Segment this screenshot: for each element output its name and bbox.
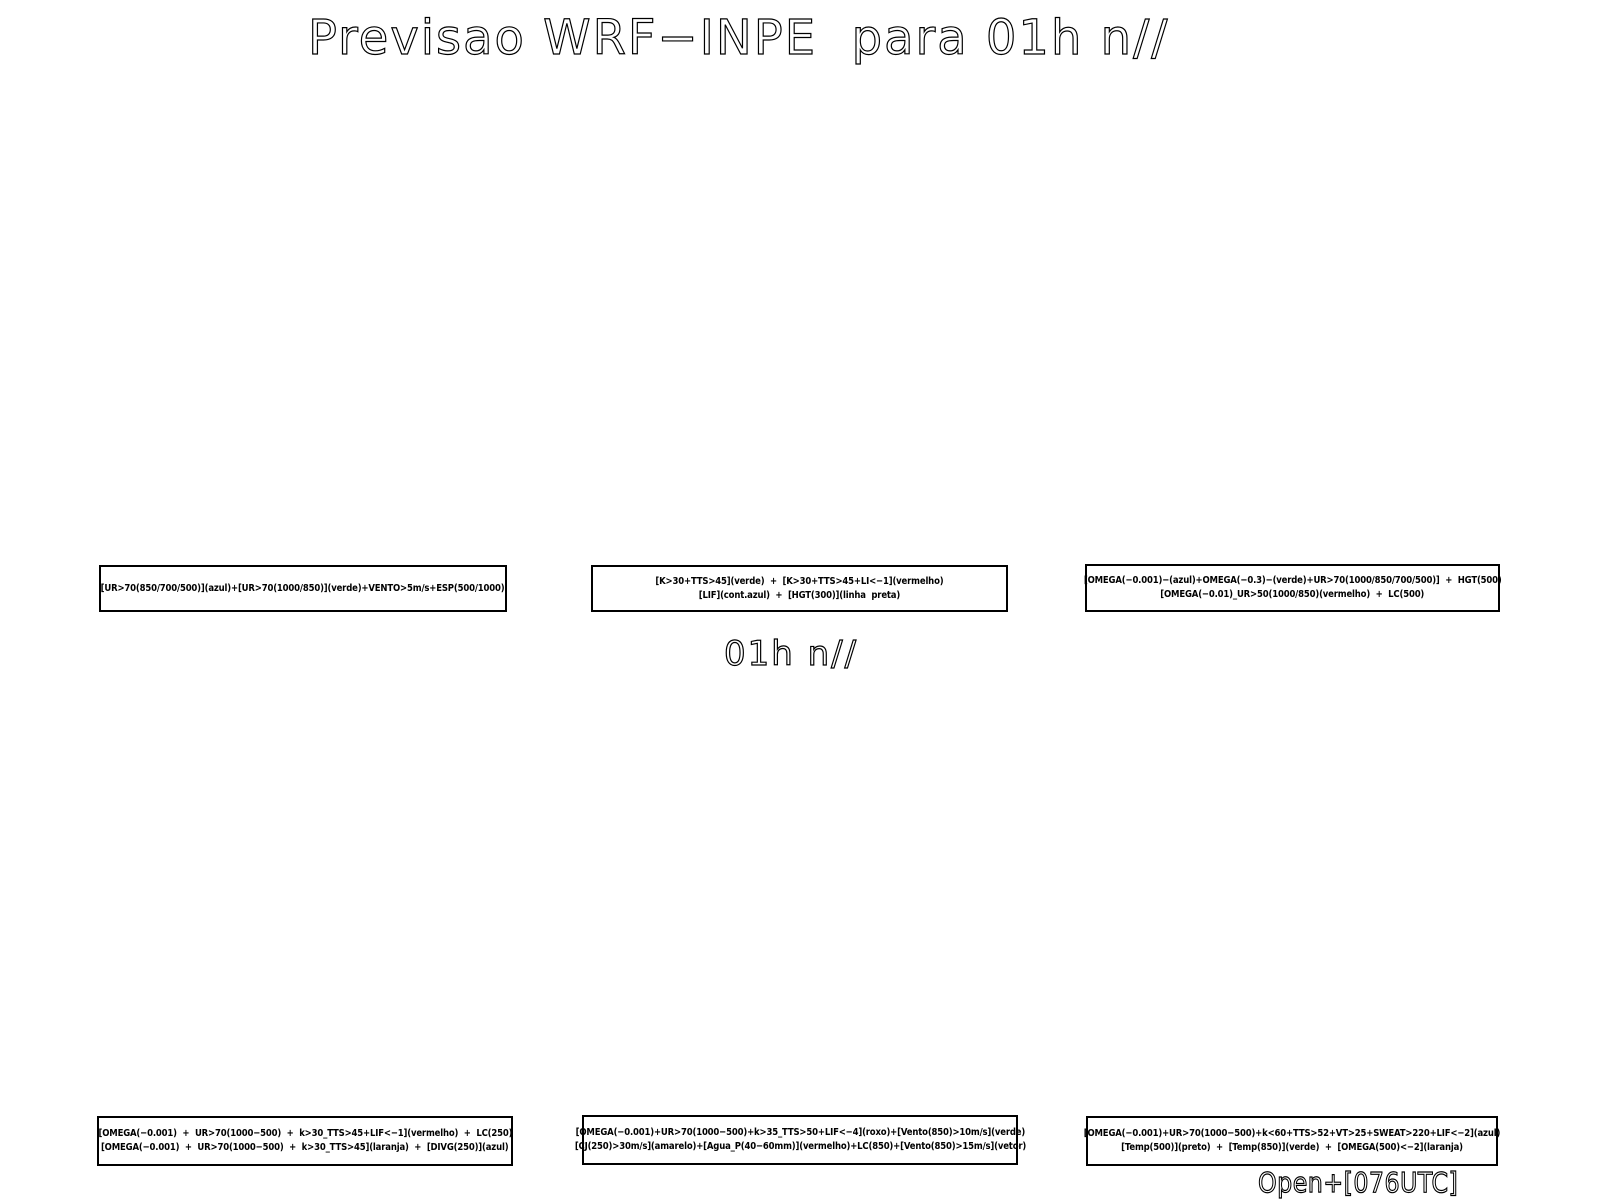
legend-text-line: [OMEGA(−0.001) + UR>70(1000−500) + k>30_TTS>45+LIF<−1](vermelho) + LC(250)	[98, 1128, 512, 1139]
legend-box-jato-agua-precipitavel	[574, 1115, 1026, 1165]
legend-box-sweat-temperatura	[1083, 1116, 1501, 1166]
legend-box-umidade-relativa	[99, 565, 507, 612]
run-time-label: Open+[076UTC]	[1258, 1166, 1459, 1199]
legend-text-line: [Temp(500)](preto) + [Temp(850)](verde) + [OMEGA(500)<−2](laranja)	[1121, 1142, 1463, 1153]
legend-text-line: [OMEGA(−0.01)_UR>50(1000/850)(vermelho) + LC(500)	[1160, 589, 1425, 600]
legend-box-indices-instabilidade	[591, 565, 1008, 612]
legend-text-line: [K>30+TTS>45](verde) + [K>30+TTS>45+LI<−1](vermelho)	[655, 575, 944, 587]
legend-text-line: [OMEGA(−0.001)+UR>70(1000−500)+k<60+TTS>52+VT>25+SWEAT>220+LIF<−2](azul)	[1083, 1128, 1501, 1139]
legend-text-line: [LIF](cont.azul) + [HGT(300)](linha preta)	[698, 589, 901, 601]
page-title: Previsao WRF−INPE para 01h n//	[308, 10, 1170, 66]
legend-text-line: [UR>70(850/700/500)](azul)+[UR>70(1000/850)](verde)+VENTO>5m/s+ESP(500/1000)	[101, 582, 505, 594]
forecast-hour-label: 01h n//	[724, 634, 859, 674]
legend-text-line: [OMEGA(−0.001)+UR>70(1000−500)+k>35_TTS>50+LIF<−4](roxo)+[Vento(850)>10m/s](verde)	[575, 1127, 1025, 1138]
legend-box-omega-hgt	[1085, 564, 1500, 612]
legend-box-omega-divergencia	[97, 1116, 513, 1166]
legend-text-line: [OMEGA(−0.001) + UR>70(1000−500) + k>30_TTS>45](laranja) + [DIVG(250)](azul)	[101, 1142, 509, 1153]
legend-text-line: [OMEGA(−0.001)−(azul)+OMEGA(−0.3)−(verde)+UR>70(1000/850/700/500)] + HGT(500)	[1083, 575, 1502, 586]
legend-text-line: [CJ(250)>30m/s](amarelo)+[Agua_P(40−60mm)](vermelho)+LC(850)+[Vento(850)>15m/s](vetor)	[574, 1141, 1026, 1152]
